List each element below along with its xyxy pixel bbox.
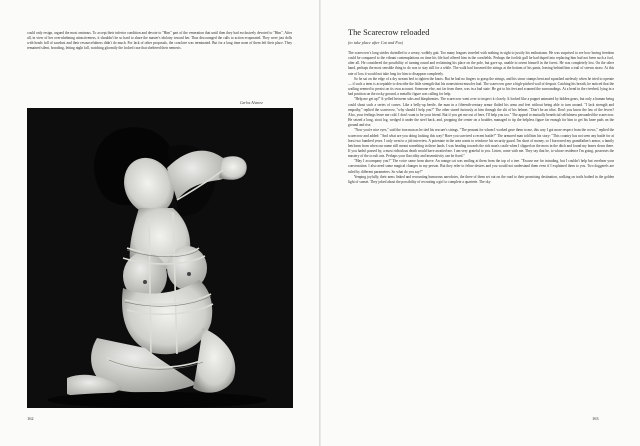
paragraph-2: So he sat on the edge of a dry stream bed to tighten the knots. But he had no fingers to grasp the strings, and his straw stumps bent and squashed uselessly when he tried to operate — if such a term is acceptable to describe the little strength that his nonexistent muscles had. The scarecrow gave a high-pitched wail of despair. Catching his breath, he noticed that the wailing seemed to persist on its own account. Someone else, not far from there, was in a bad state. He got to his feet and scanned the surroundings. At a bend in the riverbed, lying in a bad position on the rocky ground, a metallic figure was calling for help. [348,76,614,97]
illustration-caption: Carlos Alvarez [240,101,263,105]
left-page-text-block [27,31,292,52]
illustration-artwork [27,108,293,408]
paragraph-1: The scarecrow's long strides dwindled to a weary, wobbly gait. Too many leagues traveled with nothing in sight to justify his enthusiasm. He was surprised to see how boring freedom could be compared to the vibrant contemplations on time his life had offered him in the cornfields. Perhaps the foolish gull he had duped into replacing him had not been such a fool, after all. He considered the possibility of turning round and reclaiming his place on the pole, but gave up, unable to orient himself in the forest. He was completely lost. On the other hand, perhaps the most sensible thing to do was to stay still for a while. The walk had loosened the strings at the bottom of his pants, leaving behind him a trail of strewn straw. At this rate of loss it would not take long for him to disappear completely. [348,51,614,76]
left-page-number: 162 [27,416,34,421]
right-page-text-block [348,51,614,185]
paragraph-6: Yenping joyfully, their arms linked and recounting humorous anecdotes, the three of them set out on the road to their promising destination, walking on trails bathed in the golden light of sunset. They joked about the possibility of recruiting a girl to complete a quartette. The sky [348,174,614,184]
chapter-subtitle: (to take place after Cat and Fox) [348,40,404,45]
paragraph-4: "Now you're nice eyes," said the iron man as he tied his rescuer's strings. "The peasant for whom I worked gave them to me, this way I got more respect from the crows," replied the scarecrow and added: "And what are you doing looking this way? Have you survived a recent battle?" The armored man told him his story: "This country has not seen any battle for at least two hundred years. I only went to a job interview. A potentate in the area wants to reinforce his security guard. I'm short of money, so I borrowed my grandfather's armor, a family heirloom from when our name still meant something in these lands. I was heading towards the rich man's castle when I slipped on the moss in the ditch and found my bones down there. If you hadn't passed by, a most ridiculous death would have awaited me. I am very grateful to you. Listen, come with me. They say that he, to whose residence I'm going, possesses the mastery of the occult arts. Perhaps your flaccidity and insensitivity can be fixed." [348,128,614,159]
illustration [27,108,293,408]
right-page-number: 163 [592,416,599,421]
paragraph-3: "Help me get up!" It yelled between sobs and blasphemies. The scarecrow went over to inspect it closely. It looked like a puppet animated by hidden gears, but only a human being could shout such a series of curses. Like a belly-up beetle, the man in a fifteenth-century armor flailed his arms and feet without being able to turn around. "I lack strength and empathy," replied the scarecrow, "why should I help you?" The other stared furiously at him through the slit of his helmet. "Don't be an idiot. Don't you know the law of the levers? Also, your feelings leave me cold. I don't want to be your friend. But if you get me out of here, I'll help you too." The appeal to mutually beneficial selfishness persuaded the scarecrow. He seized a long, stout log, wedged it under the steel back, and, propping the center on a boulder, managed to tip the helpless figure far enough for him to get his knee pads on the ground and rise. [348,97,614,128]
chapter-title: The Scarecrow reloaded [348,28,430,37]
paragraph-5: "May I accompany you?" The voice came from above. An orange cat was smiling at them from the top of a tree. "Excuse me for intruding, but I couldn't help but overhear your conversation. I also need some magical changes in my person. But they refer to feline desires and you would not understand them even if I explained them to you. Two doggerels are ruled by different parameters. So what do you say?" [348,159,614,174]
left-page [0,0,319,446]
left-page-paragraph: could only resign, argued the most ominous. To accept their inferior condition and devote to "Him" part of the veneration that until then they had exclusively devoted to "Him". After all, in view of her overwhelming attractiveness, it shouldn't be so hard to share the master's idolatry toward her. Thus discouraged the calls to action evaporated. They were just dolls with heads full of sawdust and their resourcefulness didn't do much. For lack of other proposals, the conclave was terminated. But for a long time none of them left their place. They remained silent, brooding, letting night fall, watching gloomily the locked case that sheltered their nemesis. [27,31,292,51]
